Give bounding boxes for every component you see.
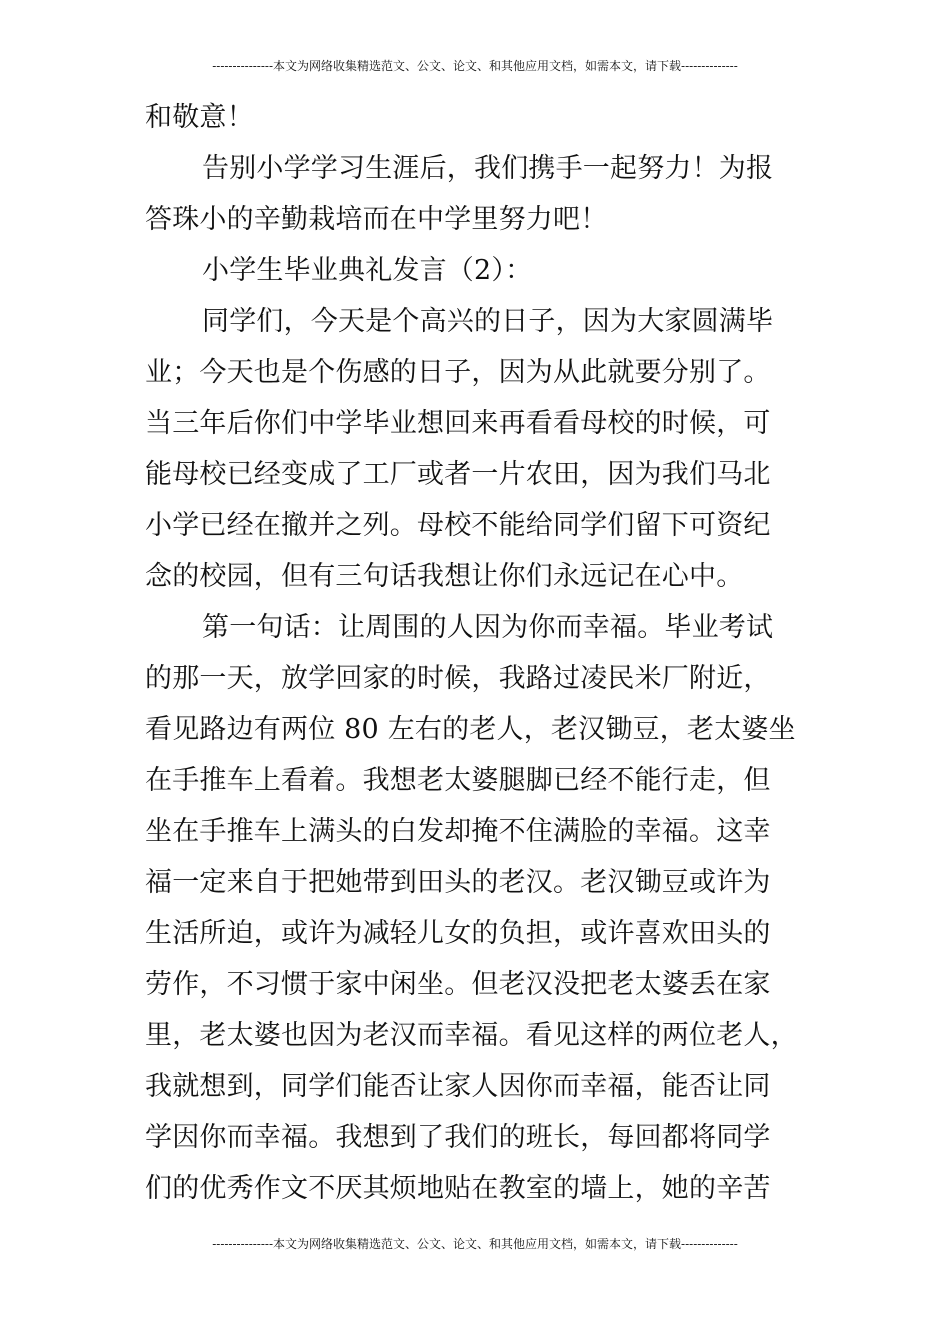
text-line: 第一句话：让周围的人因为你而幸福。毕业考试 [202,612,774,643]
text-line: 们的优秀作文不厌其烦地贴在教室的墙上，她的辛苦 [145,1173,771,1204]
text-line: 和敬意！ [145,102,254,133]
text-line: 的那一天，放学回家的时候，我路过凌民米厂附近， [145,663,771,694]
text-line: 我就想到，同学们能否让家人因你而幸福，能否让同 [145,1071,771,1102]
text-line: 当三年后你们中学毕业想回来再看看母校的时候，可 [145,408,771,439]
text-line: 小学已经在撤并之列。母校不能给同学们留下可资纪 [145,510,771,541]
text-line: 答珠小的辛勤栽培而在中学里努力吧！ [145,204,608,235]
text-line: 同学们，今天是个高兴的日子，因为大家圆满毕 [202,306,774,337]
text-line: 能母校已经变成了工厂或者一片农田，因为我们马北 [145,459,771,490]
text-line: 里，老太婆也因为老汉而幸福。看见这样的两位老人， [145,1020,798,1051]
page-header: ---------------本文为网络收集精选范文、公文、论文、和其他应用文档，如需本文，请下载-------------- [212,59,738,73]
text-line: 看见路边有两位 80 左右的老人，老汉锄豆，老太婆坐 [145,714,796,745]
text-line: 坐在手推车上满头的白发却掩不住满脸的幸福。这幸 [145,816,771,847]
body-text [145,92,810,1214]
text-line: 劳作，不习惯于家中闲坐。但老汉没把老太婆丢在家 [145,969,771,1000]
text-line: 在手推车上看着。我想老太婆腿脚已经不能行走，但 [145,765,771,796]
text-line: 福一定来自于把她带到田头的老汉。老汉锄豆或许为 [145,867,771,898]
text-line: 学因你而幸福。我想到了我们的班长，每回都将同学 [145,1122,771,1153]
text-line: 告别小学学习生涯后，我们携手一起努力！为报 [202,153,774,184]
text-line: 生活所迫，或许为减轻儿女的负担，或许喜欢田头的 [145,918,771,949]
section-title: 小学生毕业典礼发言（2）： [202,255,533,286]
page-footer: ---------------本文为网络收集精选范文、公文、论文、和其他应用文档，如需本文，请下载-------------- [212,1237,738,1251]
text-line: 念的校园，但有三句话我想让你们永远记在心中。 [145,561,744,592]
text-line: 业；今天也是个伤感的日子，因为从此就要分别了。 [145,357,771,388]
